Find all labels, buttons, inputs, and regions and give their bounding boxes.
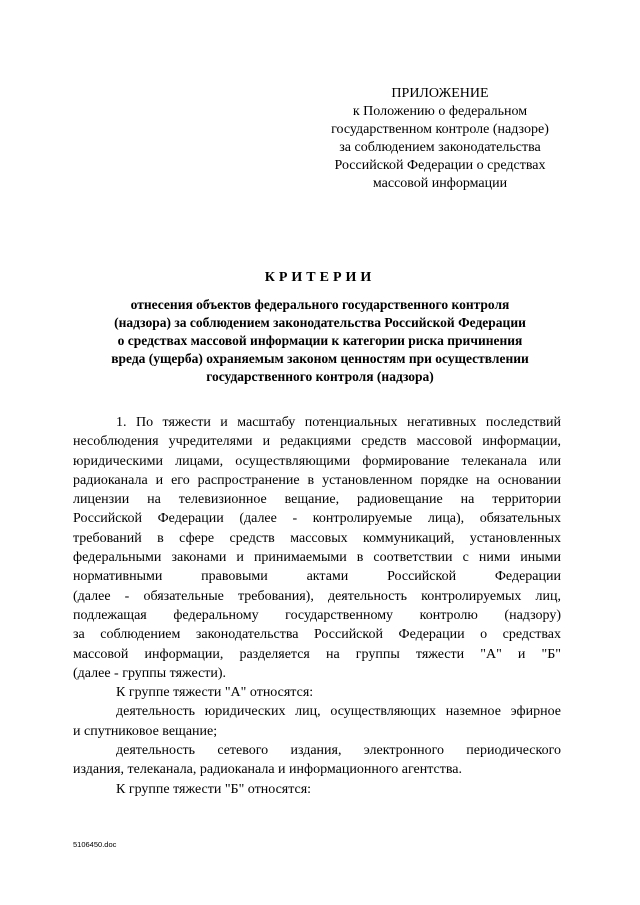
body-line: федеральными законами и принимаемыми в соответствии с ними иными [73, 550, 561, 566]
body-line: издания, телеканала, радиоканала и информационного агентства. [73, 762, 462, 778]
body-line: юридическими лицами, осуществляющими формирование телеканала или [73, 453, 561, 469]
appendix-header [318, 85, 562, 193]
subtitle-line: государственного контроля (надзора) [206, 369, 434, 384]
appendix-line: за соблюдением законодательства [339, 140, 541, 155]
subtitle-line: о средствах массовой информации к категории риска причинения [117, 333, 523, 348]
body-line: К группе тяжести "Б" относятся: [116, 781, 312, 797]
body-line: радиоканала и его распространение в установленном порядке на основании [73, 472, 561, 488]
body-line: (далее - обязательные требования), деятельность контролируемых лиц, [73, 588, 561, 604]
body-line: (далее - группы тяжести). [73, 665, 227, 681]
subtitle-line: отнесения объектов федерального государственного контроля [130, 297, 510, 312]
body-line: деятельность сетевого издания, электронного периодического [116, 743, 561, 759]
body-line: требований в сфере средств массовых коммуникаций, установленных [73, 530, 561, 546]
file-name-footer: 5106450.doc [73, 840, 117, 849]
appendix-line: к Положению о федеральном [352, 104, 528, 119]
body-line: нормативными правовыми актами Российской Федерации [73, 569, 561, 585]
body-line: Российской Федерации (далее - контролируемые лица), обязательных [73, 511, 561, 527]
body-line: 1. По тяжести и масштабу потенциальных негативных последствий [116, 415, 561, 430]
body-line: деятельность юридических лиц, осуществляющих наземное эфирное [116, 704, 561, 720]
subtitle-line: вреда (ущерба) охраняемым законом ценностям при осуществлении [111, 351, 529, 366]
document-body [73, 413, 561, 799]
body-line: лицензии на телевизионное вещание, радиовещание на территории [73, 492, 561, 508]
body-line: за соблюдением законодательства Российской Федерации о средствах [73, 627, 561, 643]
body-line: массовой информации, разделяется на группы тяжести "А" и "Б" [73, 646, 561, 662]
body-line: подлежащая федеральному государственному контролю (надзору) [73, 607, 561, 623]
document-subtitle [70, 296, 570, 386]
appendix-line: государственном контроле (надзоре) [331, 122, 549, 137]
body-line: и спутниковое вещание; [73, 723, 218, 739]
appendix-line: ПРИЛОЖЕНИЕ [391, 86, 489, 101]
appendix-line: массовой информации [372, 176, 508, 191]
body-line: К группе тяжести "А" относятся: [116, 685, 314, 701]
subtitle-line: (надзора) за соблюдением законодательства Российской Федерации [114, 315, 526, 330]
body-line: несоблюдения учредителями и редакциями средств массовой информации, [73, 434, 561, 450]
appendix-line: Российской Федерации о средствах [334, 158, 546, 173]
document-title: КРИТЕРИИ [264, 270, 376, 285]
